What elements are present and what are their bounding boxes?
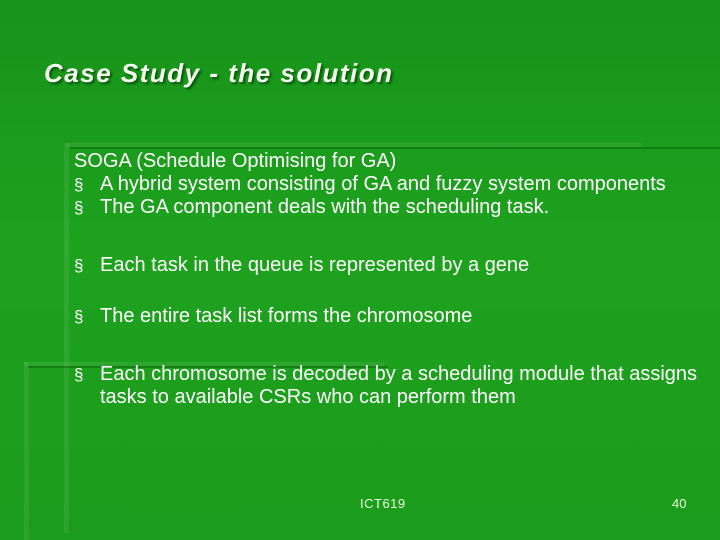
bullet-text: The GA component deals with the scheduling task.	[100, 196, 550, 218]
decor-line-left2	[24, 362, 29, 540]
page-number: 40	[672, 496, 687, 511]
bullet-text: The entire task list forms the chromosome	[100, 305, 473, 327]
slide-body	[74, 150, 704, 409]
bullet-icon: §	[74, 175, 84, 194]
bullet-item	[74, 254, 704, 277]
bullet-item	[74, 173, 704, 196]
bullet-item	[74, 363, 704, 409]
bullet-icon: §	[74, 365, 84, 384]
bullet-icon: §	[74, 198, 84, 217]
decor-line-left	[64, 143, 69, 533]
slide-title: Case Study - the solution	[44, 58, 394, 88]
slide-heading: SOGA (Schedule Optimising for GA)	[74, 150, 397, 172]
bullet-item	[74, 305, 704, 328]
decor-shadow-top	[70, 147, 720, 149]
bullet-text: Each chromosome is decoded by a scheduling module that assigns tasks to available CSRs who can perform them	[100, 363, 698, 408]
bullet-item	[74, 196, 704, 219]
bullet-text: Each task in the queue is represented by a gene	[100, 254, 530, 276]
bullet-icon: §	[74, 256, 84, 275]
bullet-icon: §	[74, 307, 84, 326]
footer-course-code: ICT619	[360, 496, 406, 511]
bullet-text: A hybrid system consisting of GA and fuzzy system components	[100, 173, 666, 195]
